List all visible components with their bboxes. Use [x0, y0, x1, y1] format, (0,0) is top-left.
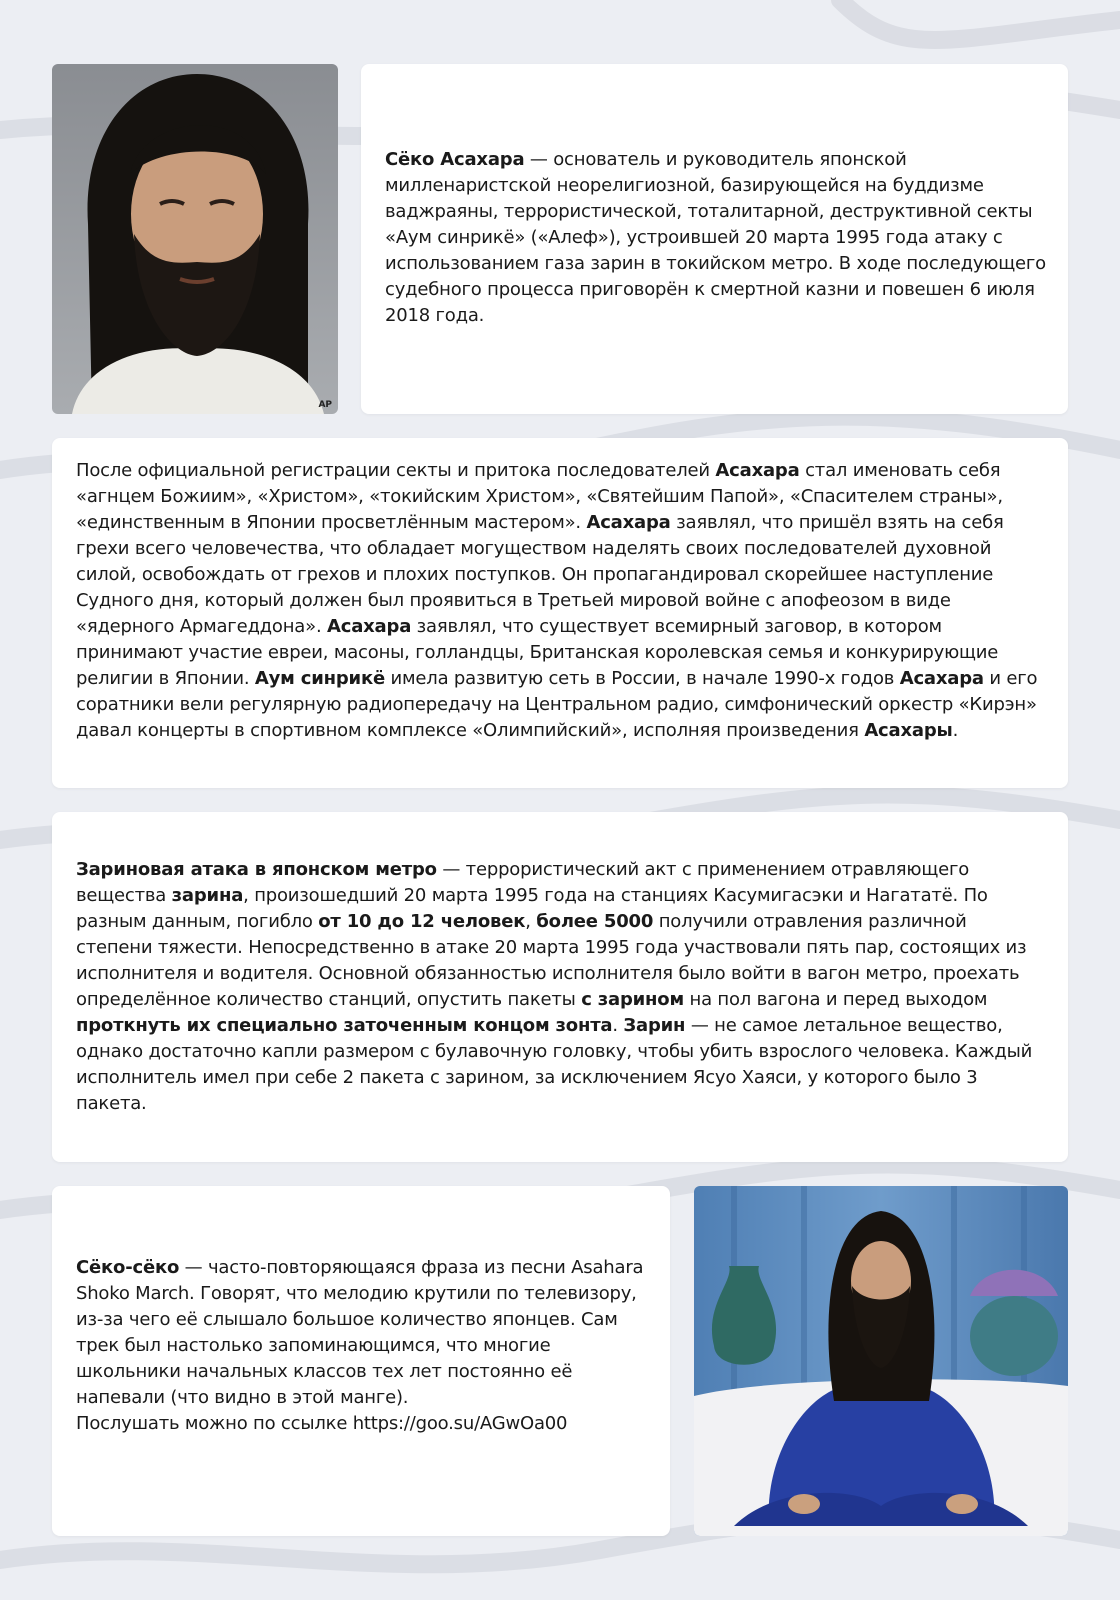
asahara-claims-text	[76, 458, 1048, 744]
text-segment: имела развитую сеть в России, в начале 1990-х годов	[385, 668, 900, 689]
text-segment: .	[952, 720, 959, 741]
bold-text-segment: Асахара	[327, 616, 412, 637]
bold-text-segment: зарина	[171, 885, 244, 906]
asahara-bio-text	[385, 147, 1048, 329]
text-segment: После официальной регистрации секты и притока последователей	[76, 460, 716, 481]
text-segment: заявлял, что существует всемирный заговор, в котором принимают участие евреи, масоны, голландцы, Британская королевская семья и конкурирующие религии в Японии.	[76, 616, 999, 689]
bold-text-segment: более 5000	[536, 911, 654, 932]
listen-link[interactable]: Послушать можно по ссылке https://goo.su/AGwOa00	[76, 1413, 568, 1434]
photo-corner-mark: AP	[318, 400, 332, 410]
text-segment: — террористический акт с применением отравляющего вещества	[76, 859, 970, 906]
text-segment: , произошедший 20 марта 1995 года на станциях Касумигасэки и Нагататё. По разным данным, погибло	[76, 885, 988, 932]
bold-text-segment: от 10 до 12 человек	[318, 911, 526, 932]
shoko-shoko-card	[52, 1186, 670, 1536]
bold-text-segment: Зарин	[623, 1015, 686, 1036]
asahara-meditating-photo	[694, 1186, 1068, 1536]
asahara-claims-card	[52, 438, 1068, 788]
sarin-attack-text	[76, 857, 1048, 1117]
shoko-shoko-text	[76, 1255, 650, 1411]
text-segment: .	[612, 1015, 624, 1036]
text-segment: стал именовать себя «агнцем Божиим», «Христом», «токийским Христом», «Святейшим Папой», «Спасителем страны», «единственным в Японии просветлённым мастером».	[76, 460, 1003, 533]
text-segment: получили отравления различной степени тяжести. Непосредственно в атаке 20 марта 1995 года участвовали пять пар, состоящих из исполнителя и водителя. Основной обязанностью исполнителя было войти в вагон метро, проехать определённое количество станций, опустить пакеты	[76, 911, 1027, 1010]
text-segment: — основатель и руководитель японской милленаристской неорелигиозной, базирующейся на буддизме ваджраяны, террористической, тоталитарной, деструктивной секты «Аум синрикё» («Алеф»), устроившей 20 марта 1995 года атаку с использованием газа зарин в токийском метро. В ходе последующего судебного процесса приговорён к смертной казни и повешен 6 июля 2018 года.	[385, 149, 1046, 326]
bold-text-segment: Асахара	[899, 668, 984, 689]
text-segment: и его соратники вели регулярную радиопередачу на Центральном радио, симфонический оркестр «Кирэн» давал концерты в спортивном комплексе «Олимпийский», исполняя произведения	[76, 668, 1038, 741]
sarin-attack-card	[52, 812, 1068, 1162]
text-segment: ,	[525, 911, 537, 932]
bold-text-segment: Асахара	[715, 460, 800, 481]
bold-text-segment: Сёко-сёко	[76, 1257, 180, 1278]
bold-text-segment: Асахара	[586, 512, 671, 533]
bold-text-segment: Зариновая атака в японском метро	[76, 859, 437, 880]
text-segment: — не самое летальное вещество, однако достаточно капли размером с булавочную головку, чтобы убить взрослого человека. Каждый исполнитель имел при себе 2 пакета с зарином, за исключением Ясуо Хаяси, у которого было 3 пакета.	[76, 1015, 1033, 1114]
asahara-bio-card	[361, 64, 1068, 414]
bold-text-segment: Сёко Асахара	[385, 149, 525, 170]
bold-text-segment: с зарином	[581, 989, 684, 1010]
asahara-portrait-photo	[52, 64, 338, 414]
bold-text-segment: Аум синрикё	[254, 668, 385, 689]
text-segment: заявлял, что пришёл взять на себя грехи всего человечества, что обладает могуществом наделять своих последователей духовной силой, освобождать от грехов и плохих поступков. Он пропагандировал скорейшее наступление Судного дня, который должен был проявиться в Третьей мировой войне с апофеозом в виде «ядерного Армагеддона».	[76, 512, 1004, 637]
bold-text-segment: Асахары	[864, 720, 953, 741]
text-segment: — часто-повторяющаяся фраза из песни Asahara Shoko March. Говорят, что мелодию крутили по телевизору, из-за чего её слышало большое количество японцев. Сам трек был настолько запоминающимся, что многие школьники начальных классов тех лет постоянно её напевали (что видно в этой манге).	[76, 1257, 644, 1408]
text-segment: на пол вагона и перед выходом	[683, 989, 988, 1010]
bold-text-segment: проткнуть их специально заточенным концом зонта	[76, 1015, 613, 1036]
